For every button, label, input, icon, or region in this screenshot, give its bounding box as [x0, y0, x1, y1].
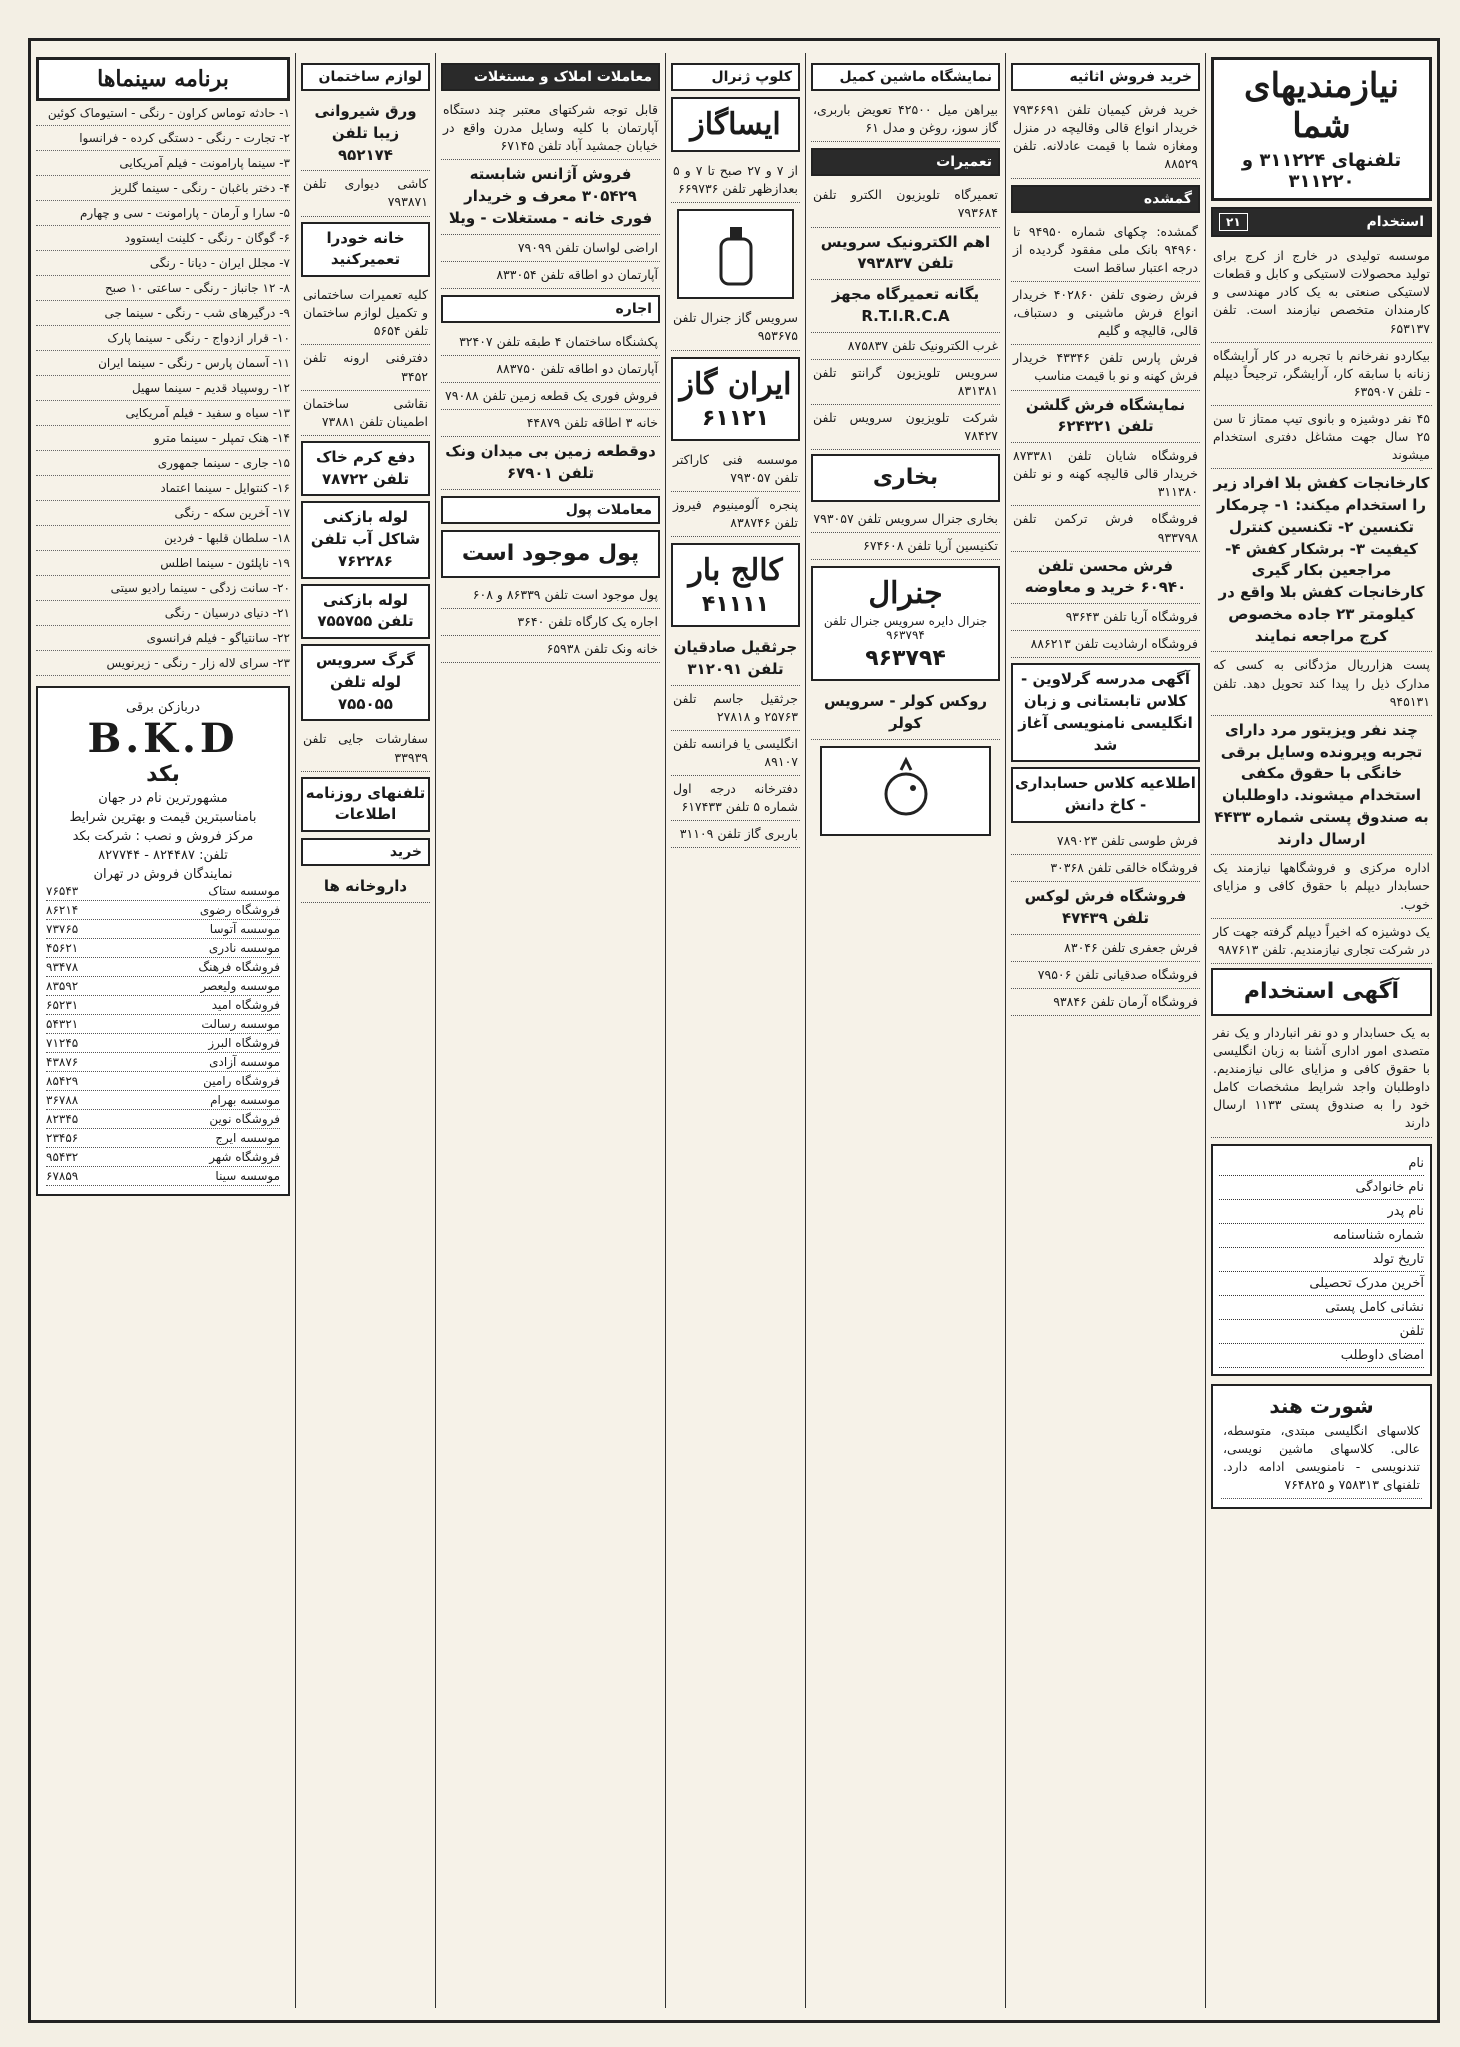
- branch-row: [46, 882, 280, 901]
- newspaper-phones-title: تلفنهای روزنامه اطلاعات: [301, 777, 430, 833]
- form-row: امضای داوطلب: [1219, 1344, 1424, 1368]
- section-title: لوازم ساختمان: [318, 69, 422, 85]
- classified-ad: جرثقیل صادقیان تلفن ۳۱۲۰۹۱: [671, 633, 800, 686]
- classified-ad: بخاری جنرال سرویس تلفن ۷۹۳۰۵۷: [811, 506, 1000, 533]
- section-header-realestate: [441, 63, 660, 91]
- section-title: معاملات پول: [565, 501, 652, 518]
- branch-name: موسسه آتوسا: [209, 922, 280, 936]
- cinema-line: ۱۳- سیاه و سفید - فیلم آمریکایی: [36, 401, 290, 426]
- form-row: نشانی کامل پستی: [1219, 1296, 1424, 1320]
- classified-ad: سرویس تلویزیون گرانتو تلفن ۸۳۱۳۸۱: [811, 360, 1000, 405]
- classified-ad: فروشگاه فرش لوکس تلفن ۴۷۴۳۹: [1011, 882, 1200, 935]
- lost-notice: گمشده: چکهای شماره ۹۴۹۵۰ تا ۹۴۹۶۰ بانک ملی مفقود گردیده از درجه اعتبار ساقط است: [1011, 219, 1200, 282]
- branch-name: فروشگاه شهر: [209, 1150, 280, 1164]
- newspaper-page: [28, 38, 1440, 2023]
- column-building: [295, 53, 435, 2008]
- classified-ad: فروشگاه صدقیانی تلفن ۷۹۵۰۶: [1011, 962, 1200, 989]
- column-cinemas: [31, 53, 295, 2008]
- employment-ad-body: به یک حسابدار و دو نفر انباردار و یک نفر متصدی امور اداری آشنا به زبان انگلیسی با حقوق کافی و مزایای عالی نیازمندیم. داوطلبان واجد شرایط مشخصات کامل خود را به صندوق پستی ۱۱۳۳ ارسال دارند: [1211, 1020, 1432, 1138]
- bkd-phones: تلفن: ۸۲۴۴۸۷ - ۸۲۷۷۴۴: [98, 848, 228, 863]
- bkd-ad: [36, 686, 290, 1196]
- classified-ad: فروشگاه شایان تلفن ۸۷۳۳۸۱ خریدار قالی قالیچه کهنه و نو تلفن ۳۱۱۳۸۰: [1011, 443, 1200, 506]
- school-ad: آگهی مدرسه گرلاوین - کلاس تابستانی و زبان انگلیسی نامنویسی آغاز شد: [1011, 663, 1200, 762]
- classified-ad: قابل توجه شرکتهای معتبر چند دستگاه آپارتمان با کلیه وسایل مدرن واقع در خیابان جمشید آباد تلفن ۶۷۱۴۵: [441, 97, 660, 160]
- classified-ad: ورق شیروانی زیبا تلفن ۹۵۲۱۷۴: [301, 97, 430, 171]
- cinema-line: ۲۲- سانتیاگو - فیلم فرانسوی: [36, 626, 290, 651]
- branch-row: [46, 1053, 280, 1072]
- bkd-logo: B.K.D: [87, 715, 239, 762]
- bkd-tag: دربازکن برقی: [126, 700, 200, 715]
- classified-ad: فرش جعفری تلفن ۸۳۰۴۶: [1011, 935, 1200, 962]
- cinema-line: ۸- ۱۲ جانباز - رنگی - ساعتی ۱۰ صبح: [36, 276, 290, 301]
- classified-ad: بیکاردو نفرخانم با تجربه در کار آرایشگاه زنانه با سابقه کار، آرایشگر، ترجیحاً دیپلم - تلفن ۶۳۵۹۰۷: [1211, 343, 1432, 406]
- section-header-rent: [441, 295, 660, 323]
- classified-ad: فروشگاه خالقی تلفن ۳۰۳۶۸: [1011, 855, 1200, 882]
- branch-row: [46, 1091, 280, 1110]
- section-header-buy2: [301, 838, 430, 866]
- cinema-line: ۲۳- سرای لاله زار - رنگی - زیرنویس: [36, 651, 290, 676]
- form-row: نام پدر: [1219, 1200, 1424, 1224]
- branch-phone: ۶۷۸۵۹: [46, 1169, 79, 1183]
- classified-ad: فروشگاه آرمان تلفن ۹۳۸۴۶: [1011, 989, 1200, 1016]
- classified-ad: فرش محسن تلفن ۶۰۹۴۰ خرید و معاوضه: [1011, 552, 1200, 605]
- classified-ad: فرش پارس تلفن ۴۳۳۴۶ خریدار فرش کهنه و نو با قیمت مناسب: [1011, 345, 1200, 390]
- classified-ad: آپارتمان دو اطاقه تلفن ۸۸۳۷۵۰: [441, 356, 660, 383]
- branch-list: [46, 882, 280, 1186]
- branch-name: فروشگاه رامین: [203, 1074, 280, 1088]
- branch-name: فروشگاه رضوی: [199, 903, 280, 917]
- cinema-line: ۱۲- روسپیاد قدیم - سینما سهیل: [36, 376, 290, 401]
- shorthand-text: کلاسهای انگلیسی مبتدی، متوسطه، عالی. کلاسهای ماشین نویسی، تندنویسی - نامنویسی ادامه دارد. تلفنهای ۷۵۸۳۱۳ و ۷۶۴۸۲۵: [1221, 1418, 1422, 1500]
- college-phone: ۴۱۱۱۱: [701, 592, 770, 617]
- branch-name: موسسه بهرام: [210, 1093, 280, 1107]
- classified-ad: خرید فرش کیمیان تلفن ۷۹۳۶۶۹۱ خریدار انواع قالی وقالیچه در منزل ومغازه شما با قیمت عادلانه. تلفن ۸۸۵۲۹: [1011, 97, 1200, 179]
- branch-phone: ۸۶۲۱۴: [46, 903, 79, 917]
- classified-ad: پنجره آلومینیوم فیروز تلفن ۸۳۸۷۴۶: [671, 492, 800, 537]
- branch-phone: ۸۵۴۲۹: [46, 1074, 79, 1088]
- cinema-line: ۴- دختر باغبان - رنگی - سینما گلریز: [36, 176, 290, 201]
- branch-phone: ۲۳۴۵۶: [46, 1131, 79, 1145]
- section-title: نمایشگاه ماشین کمیل: [839, 69, 992, 85]
- classified-ad: فروشگاه فرش ترکمن تلفن ۹۳۳۷۹۸: [1011, 506, 1200, 551]
- masthead-title: نیازمندیهای شما: [1244, 66, 1399, 146]
- masthead-phones: تلفنهای ۳۱۱۲۲۴ و ۳۱۱۲۲۰: [1241, 150, 1402, 192]
- branch-row: [46, 1167, 280, 1186]
- branch-row: [46, 977, 280, 996]
- section-title: اجاره: [615, 300, 652, 317]
- gas-mascot-illustration-icon: [677, 209, 793, 299]
- cinema-line: ۵- سارا و آرمان - پارامونت - سی و چهارم: [36, 201, 290, 226]
- classified-ad: خانه ۳ اطاقه تلفن ۴۴۸۷۹: [441, 410, 660, 437]
- section-title: تعمیرات: [936, 154, 992, 171]
- masthead: [1211, 57, 1432, 201]
- branch-name: موسسه سینا: [215, 1169, 280, 1183]
- column-carpets: [1005, 53, 1205, 2008]
- classified-ad: تعمیرگاه تلویزیون الکترو تلفن ۷۹۳۶۸۴: [811, 182, 1000, 227]
- general-text: جنرال دایره سرویس جنرال تلفن ۹۶۳۷۹۴: [823, 614, 988, 643]
- branch-name: موسسه نادری: [208, 941, 280, 955]
- section-title: معاملات املاک و مستغلات: [473, 69, 652, 85]
- classified-ad: سفارشات جایی تلفن ۳۳۹۳۹: [301, 726, 430, 771]
- branch-name: موسسه آزادی: [209, 1055, 280, 1069]
- branch-phone: ۸۲۳۴۵: [46, 1112, 79, 1126]
- branch-phone: ۹۵۴۳۲: [46, 1150, 79, 1164]
- branch-row: [46, 996, 280, 1015]
- branch-name: موسسه ستاک: [208, 884, 280, 898]
- cinema-line: ۱۱- آسمان پارس - رنگی - سینما ایران: [36, 351, 290, 376]
- section-title: گمشده: [1143, 190, 1192, 207]
- heater-title: بخاری: [811, 454, 1000, 502]
- section-header-club: [671, 63, 800, 91]
- classified-ad: اداره مرکزی و فروشگاهها نیازمند یک حسابدار دیپلم با حقوق کافی و مزایای خوب.: [1211, 855, 1432, 918]
- cinema-line: ۷- مجلل ایران - دیانا - رنگی: [36, 251, 290, 276]
- classified-ad: یگانه تعمیرگاه مجهز R.T.I.R.C.A: [811, 280, 1000, 333]
- branch-phone: ۵۴۳۲۱: [46, 1017, 79, 1031]
- classified-ad: پول موجود است تلفن ۸۶۳۳۹ و ۶۰۸: [441, 582, 660, 609]
- cinema-line: ۹- درگیرهای شب - رنگی - سینما جی: [36, 301, 290, 326]
- branch-phone: ۳۶۷۸۸: [46, 1093, 79, 1107]
- general-phone: ۹۶۳۷۹۴: [865, 646, 946, 672]
- cinema-line: ۱۵- جاری - سینما جمهوری: [36, 451, 290, 476]
- isagaz-ad: [671, 97, 800, 152]
- classified-ad: اراضی لواسان تلفن ۷۹۰۹۹: [441, 235, 660, 262]
- section-header-employment: [1211, 207, 1432, 237]
- section-title: کلوپ ژنرال: [711, 69, 792, 85]
- cinema-line: ۱۷- آخرین سکه - رنگی: [36, 501, 290, 526]
- classified-ad: آپارتمان دو اطاقه تلفن ۸۳۳۰۵۴: [441, 262, 660, 289]
- classified-ad: فروش آژانس شابسته ۳۰۵۴۲۹ معرف و خریدار فوری خانه - مستغلات - ویلا: [441, 160, 660, 234]
- cinema-line: ۲۰- سانت زدگی - سینما رادیو سیتی: [36, 576, 290, 601]
- cinema-line: ۱۸- سلطان قلبها - فردین: [36, 526, 290, 551]
- classified-ad: باربری گاز تلفن ۳۱۱۰۹: [671, 821, 800, 848]
- classified-ad: اهم الکترونیک سرویس تلفن ۷۹۳۸۳۷: [811, 228, 1000, 281]
- classified-ad: موسسه تولیدی در خارج از کرج برای تولید محصولات لاستیکی و کابل و قطعات لاستیکی صنعتی به یک کادر مهندسی و کارمندان متخصص نیازمند است. تلفن ۶۵۳۱۳۷: [1211, 243, 1432, 343]
- cinema-line: ۶- گوگان - رنگی - کلینت ایستوود: [36, 226, 290, 251]
- classified-ad: دفع کرم خاک تلفن ۷۸۷۲۲: [301, 441, 430, 497]
- classified-ad: تکنیسین آریا تلفن ۶۷۴۶۰۸: [811, 533, 1000, 560]
- cinema-line: ۱۶- کنتوایل - سینما اعتماد: [36, 476, 290, 501]
- shorthand-ad: [1211, 1384, 1432, 1510]
- section-header-repairs: [811, 148, 1000, 176]
- cinema-line: ۳- سینما پارامونت - فیلم آمریکایی: [36, 151, 290, 176]
- home-repair-ad: خانه خودرا تعمیرکنید: [301, 222, 430, 278]
- branch-row: [46, 1015, 280, 1034]
- pharmacy-title: داروخانه ها: [301, 872, 430, 903]
- section-header-buy: [1011, 63, 1200, 91]
- classified-ad: فرش رضوی تلفن ۴۰۲۸۶۰ خریدار انواع فرش ماشینی و دستباف، قالی، قالیچه و گلیم: [1011, 282, 1200, 345]
- bkd-sub: بامناسبترین قیمت و بهترین شرایط: [69, 810, 257, 825]
- section-title: خرید: [389, 844, 422, 861]
- form-row: تاریخ تولد: [1219, 1248, 1424, 1272]
- section-number-icon: ۲۱: [1219, 213, 1248, 231]
- branch-row: [46, 1129, 280, 1148]
- classified-ad: نمایشگاه فرش گلشن تلفن ۶۲۴۳۲۱: [1011, 391, 1200, 444]
- branch-name: موسسه ولیعصر: [200, 979, 280, 993]
- form-row: شماره شناسنامه: [1219, 1224, 1424, 1248]
- branch-name: فروشگاه امید: [211, 998, 280, 1012]
- form-row: نام خانوادگی: [1219, 1176, 1424, 1200]
- branch-phone: ۸۳۵۹۲: [46, 979, 79, 993]
- section-title: خرید فروش اثاثیه: [1069, 69, 1192, 85]
- branch-phone: ۷۶۵۴۳: [46, 884, 79, 898]
- classified-ad: یک دوشیزه که اخیراً دیپلم گرفته جهت کار در شرکت تجاری نیازمندیم. تلفن ۹۸۷۶۱۳: [1211, 919, 1432, 964]
- column-gas: [665, 53, 805, 2008]
- classified-ad: لوله بازکنی شاکل آب تلفن ۷۶۲۲۸۶: [301, 501, 430, 578]
- cinema-line: ۲۱- دنیای درسیان - رنگی: [36, 601, 290, 626]
- bkd-reps: نمایندگان فروش در تهران: [93, 867, 233, 882]
- classified-ad: موسسه فنی کاراکتر تلفن ۷۹۳۰۵۷: [671, 447, 800, 492]
- classified-ad: کاشی دیواری تلفن ۷۹۳۸۷۱: [301, 171, 430, 216]
- section-header-cars: [811, 63, 1000, 91]
- branch-phone: ۷۳۷۶۵: [46, 922, 79, 936]
- classified-ad: نقاشی ساختمان اطمینان تلفن ۷۳۸۸۱: [301, 391, 430, 436]
- branch-phone: ۴۳۸۷۶: [46, 1055, 79, 1069]
- branch-phone: ۶۵۲۳۱: [46, 998, 79, 1012]
- branch-row: [46, 1034, 280, 1053]
- branch-phone: ۷۱۲۴۵: [46, 1036, 79, 1050]
- irangaz-ad: [671, 357, 800, 441]
- classified-ad: سرویس گاز جنرال تلفن ۹۵۳۶۷۵: [671, 305, 800, 350]
- form-row: تلفن: [1219, 1320, 1424, 1344]
- cinema-line: ۱۹- ناپلئون - سینما اطلس: [36, 551, 290, 576]
- college-title: کالج بار: [688, 553, 783, 588]
- classified-ad: اجاره یک کارگاه تلفن ۳۶۴۰: [441, 609, 660, 636]
- accounting-ad: اطلاعیه کلاس حسابداری - کاخ دانش: [1011, 767, 1200, 823]
- cinema-line: ۱۰- قرار ازدواج - رنگی - سینما پارک: [36, 326, 290, 351]
- classified-ad: شرکت تلویزیون سرویس تلفن ۷۸۴۲۷: [811, 405, 1000, 450]
- classified-ad: گرگ سرویس لوله تلفن ۷۵۵۰۵۵: [301, 644, 430, 721]
- bkd-logo-fa: بکد: [146, 762, 180, 787]
- employment-ad-title: آگهی استخدام: [1211, 968, 1432, 1016]
- classified-ad: چند نفر ویزیتور مرد دارای تجربه وپرونده وسایل برقی خانگی با حقوق مکفی استخدام میشوند. داوطلبان به صندوق پستی شماره ۴۴۳۳ ارسال دارند: [1211, 716, 1432, 856]
- classified-ad: ۴۵ نفر دوشیزه و بانوی تیپ ممتاز تا سن ۲۵ سال جهت مشاغل دفتری استخدام میشوند: [1211, 406, 1432, 469]
- classified-ad: دوقطعه زمین بی میدان ونک تلفن ۶۷۹۰۱: [441, 437, 660, 490]
- classified-ad: فروش فوری یک قطعه زمین تلفن ۷۹۰۸۸: [441, 383, 660, 410]
- cinema-program-title: برنامه سینماها: [36, 57, 290, 101]
- branch-row: [46, 939, 280, 958]
- branch-name: فروشگاه فرهنگ: [198, 960, 280, 974]
- cinema-line: ۱۴- هنک تمپلر - سینما مترو: [36, 426, 290, 451]
- section-header-money: [441, 496, 660, 524]
- branch-row: [46, 1148, 280, 1167]
- classified-ad: پست هزارریال مژدگانی به کسی که مدارک ذیل را پیدا کند تحویل دهد. تلفن ۹۴۵۱۳۱: [1211, 652, 1432, 715]
- classified-ad: کارخانجات کفش بلا افراد زیر را استخدام میکند: ۱- چرمکار تکنسین ۲- تکنسین کنترل کیفیت ۳- برشکار کفش ۴- مراجعین بکار گیری کارخانجات کفش بلا واقع در کیلومتر ۲۳ جاده مخصوص کرج مراجعه نمایند: [1211, 469, 1432, 652]
- section-header-lost: [1011, 185, 1200, 213]
- branch-row: [46, 1110, 280, 1129]
- irangaz-phone: ۶۱۱۲۱: [701, 405, 770, 431]
- classified-ad: لوله بازکنی تلفن ۷۵۵۷۵۵: [301, 584, 430, 640]
- form-row: آخرین مدرک تحصیلی: [1219, 1272, 1424, 1296]
- branch-row: [46, 920, 280, 939]
- branch-row: [46, 958, 280, 977]
- branch-row: [46, 1072, 280, 1091]
- classified-ad: پکشنگاه ساختمان ۴ طبقه تلفن ۳۲۴۰۷: [441, 329, 660, 356]
- column-realestate: [435, 53, 665, 2008]
- branch-name: فروشگاه البرز: [208, 1036, 280, 1050]
- form-row: نام: [1219, 1152, 1424, 1176]
- general-logo: جنرال: [868, 576, 943, 612]
- classified-ad: غرب الکترونیک تلفن ۸۷۵۸۳۷: [811, 333, 1000, 360]
- section-title: استخدام: [1366, 214, 1424, 230]
- column-repairs: [805, 53, 1005, 2008]
- branch-name: فروشگاه نوین: [209, 1112, 280, 1126]
- classified-ad: کلیه تعمیرات ساختمانی و تکمیل لوازم ساختمان تلفن ۵۶۵۴: [301, 282, 430, 345]
- classified-ad: فروشگاه ارشادیت تلفن ۸۸۶۲۱۳: [1011, 631, 1200, 658]
- column-employment: [1205, 53, 1437, 2008]
- classified-ad: از ۷ و ۲۷ صبح تا ۷ و ۵ بعدازظهر تلفن ۶۶۹۷۳۶: [671, 158, 800, 203]
- irangaz-logo: ایران گاز: [679, 366, 792, 402]
- isagaz-logo: ایساگاز: [690, 107, 781, 142]
- section-header-building: [301, 63, 430, 91]
- branch-name: موسسه رسالت: [201, 1017, 280, 1031]
- general-logo-ad: [811, 566, 1000, 681]
- classified-ad: فروشگاه آریا تلفن ۹۳۶۴۳: [1011, 604, 1200, 631]
- rooster-illustration-icon: [820, 746, 990, 836]
- cinema-line: ۱- حادثه توماس کراون - رنگی - استیوماک کوئین: [36, 101, 290, 126]
- branch-row: [46, 901, 280, 920]
- money-available-title: پول موجود است: [441, 530, 660, 578]
- classified-ad: دفترخانه درجه اول شماره ۵ تلفن ۶۱۷۴۳۳: [671, 776, 800, 821]
- classified-ad: انگلیسی یا فرانسه تلفن ۸۹۱۰۷: [671, 731, 800, 776]
- classified-ad: بیراهن میل ۴۲۵۰۰ تعویض باربری، گاز سوز، روغن و مدل ۶۱: [811, 97, 1000, 142]
- bkd-address: مرکز فروش و نصب : شرکت بکد: [72, 829, 254, 844]
- classified-ad: فرش طوسی تلفن ۷۸۹۰۲۳: [1011, 828, 1200, 855]
- classified-ad: جرثقیل جاسم تلفن ۲۵۷۶۳ و ۲۷۸۱۸: [671, 686, 800, 731]
- classified-ad: خانه ونک تلفن ۶۵۹۳۸: [441, 636, 660, 663]
- application-form: [1211, 1144, 1432, 1376]
- classified-ad: روکس کولر - سرویس کولر: [811, 687, 1000, 740]
- cinema-line: ۲- تجارت - رنگی - دستگی کرده - فرانسوا: [36, 126, 290, 151]
- shorthand-title: شورت هند: [1269, 1393, 1374, 1418]
- branch-phone: ۴۵۶۲۱: [46, 941, 79, 955]
- branch-phone: ۹۳۴۷۸: [46, 960, 79, 974]
- bkd-slogan: مشهورترین نام در جهان: [98, 791, 228, 806]
- branch-name: موسسه ایرج: [215, 1131, 280, 1145]
- classified-ad: دفترفنی ارونه تلفن ۳۴۵۲: [301, 345, 430, 390]
- college-ad: [671, 543, 800, 627]
